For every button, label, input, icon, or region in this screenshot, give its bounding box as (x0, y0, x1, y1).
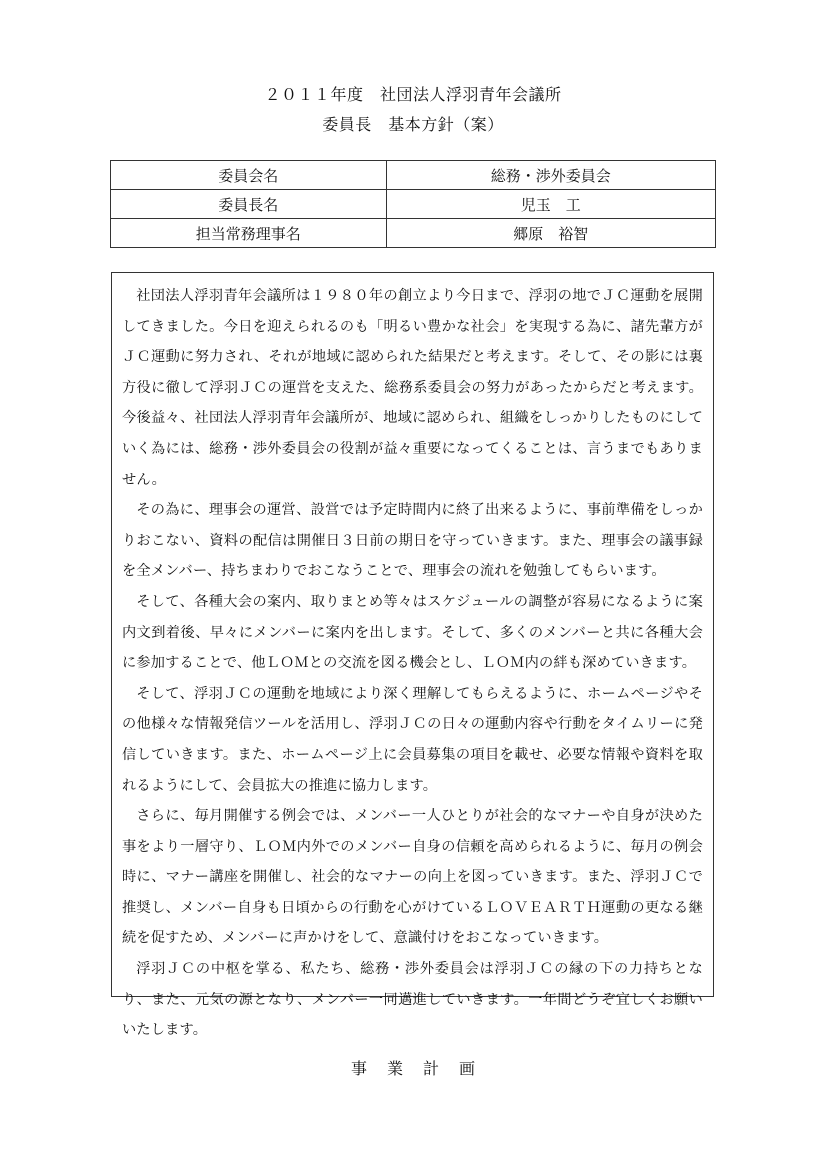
policy-text-box (111, 272, 714, 1039)
committee-info-table (110, 160, 716, 248)
policy-paragraph-1: 社団法人浮羽青年会議所は１９８０年の創立より今日まで、浮羽の地でＪＣ運動を展開してきました。今日を迎えられるのも「明るい豊かな社会」を実現する為に、諸先輩方がＪＣ運動に努力され、それが地域に認められた結果だと考えます。そして、その影には裏方役に徹して浮羽ＪＣの運営を支えた、総務系委員会の努力があったからだと考えます。今後益々、社団法人浮羽青年会議所が、地域に認められ、組織をしっかりしたものにしていく為には、総務・渉外委員会の役割が益々重要になってくることは、言うまでもありません。 (122, 288, 703, 488)
document-subtitle: 委員長 基本方針（案） (322, 115, 504, 134)
policy-paragraph-6: 浮羽ＪＣの中枢を掌る、私たち、総務・渉外委員会は浮羽ＪＣの縁の下の力持ちとなり、また、元気の源となり、メンバー一同邁進していきます。一年間どうぞ宜しくお願いいたします。 (122, 961, 703, 1039)
section-heading-business-plan: 事業計画 (350, 1059, 495, 1078)
table-row (111, 219, 716, 248)
policy-paragraph-5: さらに、毎月開催する例会では、メンバー一人ひとりが社会的なマナーや自身が決めた事をより一層守り、ＬＯＭ内外でのメンバー自身の信頼を高められるように、毎月の例会時に、マナー講座を開催し、社会的なマナーの向上を図っていきます。また、浮羽ＪＣで推奨し、メンバー自身も日頃からの行動を心がけているＬＯＶＥＡＲＴＨ運動の更なる継続を促すため、メンバーに声かけをして、意識付けをおこなっていきます。 (122, 808, 703, 947)
committee-name-value: 総務・渉外委員会 (386, 161, 715, 190)
chairperson-value: 児玉 工 (386, 190, 715, 219)
table-row (111, 161, 716, 190)
policy-paragraph-3: そして、各種大会の案内、取りまとめ等々はスケジュールの調整が容易になるように案内文到着後、早々にメンバーに案内を出します。そして、多くのメンバーと共に各種大会に参加することで、他ＬＯＭとの交流を図る機会とし、ＬＯＭ内の絆も深めていきます。 (122, 593, 703, 672)
policy-paragraph-2: その為に、理事会の運営、設営では予定時間内に終了出来るように、事前準備をしっかりおこない、資料の配信は開催日３日前の期日を守っていきます。また、理事会の議事録を全メンバー、持ちまわりでおこなうことで、理事会の流れを勉強してもらいます。 (122, 502, 703, 580)
table-row (111, 190, 716, 219)
committee-name-label: 委員会名 (111, 161, 387, 190)
policy-paragraph-4: そして、浮羽ＪＣの運動を地域により深く理解してもらえるように、ホームページやその他様々な情報発信ツールを活用し、浮羽ＪＣの日々の運動内容や行動をタイムリーに発信していきます。また、ホームページ上に会員募集の項目を載せ、必要な情報や資料を取れるようにして、会員拡大の推進に協力します。 (122, 685, 703, 794)
chairperson-label: 委員長名 (111, 190, 387, 219)
document-title: ２０１１年度 社団法人浮羽青年会議所 (264, 85, 562, 104)
executive-director-label: 担当常務理事名 (111, 219, 387, 248)
executive-director-value: 郷原 裕智 (386, 219, 715, 248)
